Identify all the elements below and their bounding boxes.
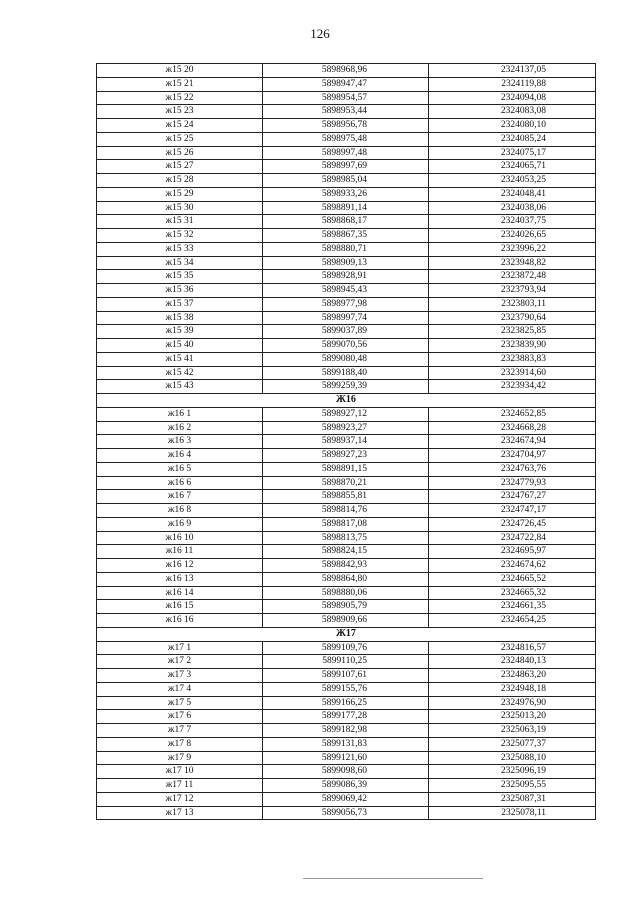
y-coordinate-cell: 2324763,76: [429, 462, 596, 476]
y-coordinate-cell: 2324665,52: [429, 572, 596, 586]
table-row: [97, 641, 596, 655]
point-id-cell: ж16 2: [97, 421, 263, 435]
x-coordinate-cell: 5899259,39: [263, 380, 429, 394]
point-id-cell: ж15 27: [97, 160, 263, 174]
point-id-cell: ж15 30: [97, 201, 263, 215]
y-coordinate-cell: 2324747,17: [429, 504, 596, 518]
table-row: [97, 229, 596, 243]
y-coordinate-cell: 2325087,31: [429, 792, 596, 806]
point-id-cell: ж16 14: [97, 586, 263, 600]
point-id-cell: ж15 21: [97, 77, 263, 91]
y-coordinate-cell: 2323793,94: [429, 284, 596, 298]
y-coordinate-cell: 2324053,25: [429, 174, 596, 188]
point-id-cell: ж17 11: [97, 779, 263, 793]
x-coordinate-cell: 5898975,48: [263, 132, 429, 146]
x-coordinate-cell: 5898842,93: [263, 559, 429, 573]
y-coordinate-cell: 2324048,41: [429, 187, 596, 201]
point-id-cell: ж15 35: [97, 270, 263, 284]
x-coordinate-cell: 5898909,66: [263, 614, 429, 628]
point-id-cell: ж15 28: [97, 174, 263, 188]
y-coordinate-cell: 2324767,27: [429, 490, 596, 504]
x-coordinate-cell: 5898977,98: [263, 297, 429, 311]
y-coordinate-cell: 2323790,64: [429, 311, 596, 325]
x-coordinate-cell: 5898867,35: [263, 229, 429, 243]
point-id-cell: ж15 33: [97, 242, 263, 256]
y-coordinate-cell: 2325013,20: [429, 710, 596, 724]
point-id-cell: ж17 5: [97, 696, 263, 710]
y-coordinate-cell: 2324722,84: [429, 531, 596, 545]
table-row: [97, 449, 596, 463]
table-row: [97, 119, 596, 133]
table-row: [97, 600, 596, 614]
x-coordinate-cell: 5898870,21: [263, 476, 429, 490]
table-row: [97, 215, 596, 229]
table-row: [97, 490, 596, 504]
x-coordinate-cell: 5898954,57: [263, 91, 429, 105]
point-id-cell: ж17 10: [97, 765, 263, 779]
y-coordinate-cell: 2324704,97: [429, 449, 596, 463]
y-coordinate-cell: 2324674,94: [429, 435, 596, 449]
y-coordinate-cell: 2324779,93: [429, 476, 596, 490]
x-coordinate-cell: 5898947,47: [263, 77, 429, 91]
table-row: [97, 242, 596, 256]
table-row: [97, 517, 596, 531]
x-coordinate-cell: 5899110,25: [263, 655, 429, 669]
point-id-cell: ж16 16: [97, 614, 263, 628]
table-row: [97, 64, 596, 78]
table-row: [97, 682, 596, 696]
y-coordinate-cell: 2323883,83: [429, 352, 596, 366]
x-coordinate-cell: 5898933,26: [263, 187, 429, 201]
x-coordinate-cell: 5899166,25: [263, 696, 429, 710]
y-coordinate-cell: 2323934,42: [429, 380, 596, 394]
x-coordinate-cell: 5898855,81: [263, 490, 429, 504]
table-row: [97, 545, 596, 559]
y-coordinate-cell: 2324075,17: [429, 146, 596, 160]
x-coordinate-cell: 5899086,39: [263, 779, 429, 793]
y-coordinate-cell: 2325088,10: [429, 751, 596, 765]
point-id-cell: ж17 8: [97, 737, 263, 751]
table-row: [97, 696, 596, 710]
point-id-cell: ж16 9: [97, 517, 263, 531]
x-coordinate-cell: 5898880,06: [263, 586, 429, 600]
table-row: [97, 380, 596, 394]
table-row: [97, 174, 596, 188]
y-coordinate-cell: 2324816,57: [429, 641, 596, 655]
table-row: [97, 187, 596, 201]
point-id-cell: ж15 38: [97, 311, 263, 325]
point-id-cell: ж15 20: [97, 64, 263, 78]
x-coordinate-cell: 5899177,28: [263, 710, 429, 724]
x-coordinate-cell: 5898997,69: [263, 160, 429, 174]
table-row: [97, 669, 596, 683]
x-coordinate-cell: 5898945,43: [263, 284, 429, 298]
table-row: [97, 779, 596, 793]
group-header-row: [97, 394, 596, 408]
y-coordinate-cell: 2324083,08: [429, 105, 596, 119]
point-id-cell: ж16 3: [97, 435, 263, 449]
point-id-cell: ж15 22: [97, 91, 263, 105]
x-coordinate-cell: 5898997,74: [263, 311, 429, 325]
y-coordinate-cell: 2323839,90: [429, 339, 596, 353]
point-id-cell: ж15 43: [97, 380, 263, 394]
x-coordinate-cell: 5898824,15: [263, 545, 429, 559]
x-coordinate-cell: 5898927,12: [263, 407, 429, 421]
y-coordinate-cell: 2324726,45: [429, 517, 596, 531]
y-coordinate-cell: 2324065,71: [429, 160, 596, 174]
point-id-cell: ж15 36: [97, 284, 263, 298]
point-id-cell: ж15 37: [97, 297, 263, 311]
point-id-cell: ж17 2: [97, 655, 263, 669]
y-coordinate-cell: 2323803,11: [429, 297, 596, 311]
table-row: [97, 270, 596, 284]
table-row: [97, 462, 596, 476]
table-row: [97, 806, 596, 820]
table-row: [97, 572, 596, 586]
point-id-cell: ж17 7: [97, 724, 263, 738]
y-coordinate-cell: 2324661,35: [429, 600, 596, 614]
point-id-cell: ж15 23: [97, 105, 263, 119]
table-row: [97, 160, 596, 174]
y-coordinate-cell: 2324137,05: [429, 64, 596, 78]
x-coordinate-cell: 5899121,60: [263, 751, 429, 765]
y-coordinate-cell: 2324080,10: [429, 119, 596, 133]
point-id-cell: ж17 1: [97, 641, 263, 655]
x-coordinate-cell: 5898953,44: [263, 105, 429, 119]
x-coordinate-cell: 5898817,08: [263, 517, 429, 531]
x-coordinate-cell: 5899109,76: [263, 641, 429, 655]
point-id-cell: ж17 4: [97, 682, 263, 696]
x-coordinate-cell: 5898891,14: [263, 201, 429, 215]
point-id-cell: ж17 13: [97, 806, 263, 820]
x-coordinate-cell: 5899155,76: [263, 682, 429, 696]
point-id-cell: ж17 6: [97, 710, 263, 724]
x-coordinate-cell: 5898905,79: [263, 600, 429, 614]
table-row: [97, 751, 596, 765]
table-row: [97, 407, 596, 421]
x-coordinate-cell: 5899107,61: [263, 669, 429, 683]
table-row: [97, 655, 596, 669]
point-id-cell: ж15 32: [97, 229, 263, 243]
y-coordinate-cell: 2325063,19: [429, 724, 596, 738]
point-id-cell: ж16 12: [97, 559, 263, 573]
table-row: [97, 339, 596, 353]
bottom-rule: [303, 878, 483, 879]
point-id-cell: ж15 26: [97, 146, 263, 160]
x-coordinate-cell: 5899070,56: [263, 339, 429, 353]
table-row: [97, 352, 596, 366]
group-header: Ж17: [97, 627, 596, 641]
x-coordinate-cell: 5898813,75: [263, 531, 429, 545]
coordinates-table-body: [97, 64, 596, 820]
y-coordinate-cell: 2325078,11: [429, 806, 596, 820]
y-coordinate-cell: 2324094,08: [429, 91, 596, 105]
x-coordinate-cell: 5898891,15: [263, 462, 429, 476]
point-id-cell: ж15 25: [97, 132, 263, 146]
page-number: 126: [310, 26, 330, 41]
x-coordinate-cell: 5898928,91: [263, 270, 429, 284]
y-coordinate-cell: 2324665,32: [429, 586, 596, 600]
point-id-cell: ж16 6: [97, 476, 263, 490]
y-coordinate-cell: 2324037,75: [429, 215, 596, 229]
y-coordinate-cell: 2324026,65: [429, 229, 596, 243]
table-row: [97, 201, 596, 215]
x-coordinate-cell: 5898814,76: [263, 504, 429, 518]
point-id-cell: ж15 24: [97, 119, 263, 133]
table-row: [97, 146, 596, 160]
table-row: [97, 91, 596, 105]
point-id-cell: ж16 11: [97, 545, 263, 559]
x-coordinate-cell: 5899037,89: [263, 325, 429, 339]
point-id-cell: ж16 5: [97, 462, 263, 476]
point-id-cell: ж15 34: [97, 256, 263, 270]
y-coordinate-cell: 2323825,85: [429, 325, 596, 339]
table-row: [97, 421, 596, 435]
table-row: [97, 586, 596, 600]
y-coordinate-cell: 2323914,60: [429, 366, 596, 380]
x-coordinate-cell: 5899080,48: [263, 352, 429, 366]
table-row: [97, 284, 596, 298]
table-row: [97, 325, 596, 339]
table-row: [97, 531, 596, 545]
y-coordinate-cell: 2323872,48: [429, 270, 596, 284]
table-row: [97, 297, 596, 311]
table-row: [97, 559, 596, 573]
point-id-cell: ж15 41: [97, 352, 263, 366]
y-coordinate-cell: 2324840,13: [429, 655, 596, 669]
table-row: [97, 132, 596, 146]
x-coordinate-cell: 5898956,78: [263, 119, 429, 133]
group-header: Ж16: [97, 394, 596, 408]
x-coordinate-cell: 5898923,27: [263, 421, 429, 435]
table-row: [97, 614, 596, 628]
x-coordinate-cell: 5899131,83: [263, 737, 429, 751]
point-id-cell: ж17 9: [97, 751, 263, 765]
x-coordinate-cell: 5898997,48: [263, 146, 429, 160]
y-coordinate-cell: 2324119,88: [429, 77, 596, 91]
point-id-cell: ж15 31: [97, 215, 263, 229]
table-row: [97, 710, 596, 724]
point-id-cell: ж17 3: [97, 669, 263, 683]
table-row: [97, 311, 596, 325]
x-coordinate-cell: 5899098,60: [263, 765, 429, 779]
point-id-cell: ж16 7: [97, 490, 263, 504]
x-coordinate-cell: 5898985,04: [263, 174, 429, 188]
point-id-cell: ж16 4: [97, 449, 263, 463]
y-coordinate-cell: 2324695,97: [429, 545, 596, 559]
point-id-cell: ж16 13: [97, 572, 263, 586]
y-coordinate-cell: 2324668,28: [429, 421, 596, 435]
point-id-cell: ж16 1: [97, 407, 263, 421]
table-row: [97, 765, 596, 779]
x-coordinate-cell: 5899182,98: [263, 724, 429, 738]
y-coordinate-cell: 2324652,85: [429, 407, 596, 421]
y-coordinate-cell: 2324654,25: [429, 614, 596, 628]
x-coordinate-cell: 5898927,23: [263, 449, 429, 463]
table-row: [97, 737, 596, 751]
y-coordinate-cell: 2323996,22: [429, 242, 596, 256]
x-coordinate-cell: 5898880,71: [263, 242, 429, 256]
point-id-cell: ж16 8: [97, 504, 263, 518]
table-row: [97, 256, 596, 270]
table-row: [97, 792, 596, 806]
table-row: [97, 504, 596, 518]
point-id-cell: ж16 10: [97, 531, 263, 545]
table-row: [97, 724, 596, 738]
y-coordinate-cell: 2324863,20: [429, 669, 596, 683]
point-id-cell: ж15 29: [97, 187, 263, 201]
table-row: [97, 105, 596, 119]
point-id-cell: ж15 42: [97, 366, 263, 380]
x-coordinate-cell: 5899056,73: [263, 806, 429, 820]
x-coordinate-cell: 5898937,14: [263, 435, 429, 449]
x-coordinate-cell: 5899069,42: [263, 792, 429, 806]
x-coordinate-cell: 5898868,17: [263, 215, 429, 229]
point-id-cell: ж16 15: [97, 600, 263, 614]
table-row: [97, 366, 596, 380]
coordinates-table: [96, 63, 596, 820]
point-id-cell: ж15 40: [97, 339, 263, 353]
table-row: [97, 476, 596, 490]
x-coordinate-cell: 5898968,96: [263, 64, 429, 78]
x-coordinate-cell: 5898864,80: [263, 572, 429, 586]
y-coordinate-cell: 2325096,19: [429, 765, 596, 779]
y-coordinate-cell: 2324674,62: [429, 559, 596, 573]
y-coordinate-cell: 2324085,24: [429, 132, 596, 146]
point-id-cell: ж15 39: [97, 325, 263, 339]
y-coordinate-cell: 2324948,18: [429, 682, 596, 696]
y-coordinate-cell: 2324038,06: [429, 201, 596, 215]
x-coordinate-cell: 5899188,40: [263, 366, 429, 380]
table-row: [97, 435, 596, 449]
y-coordinate-cell: 2323948,82: [429, 256, 596, 270]
y-coordinate-cell: 2325077,37: [429, 737, 596, 751]
table-row: [97, 77, 596, 91]
y-coordinate-cell: 2324976,90: [429, 696, 596, 710]
point-id-cell: ж17 12: [97, 792, 263, 806]
group-header-row: [97, 627, 596, 641]
x-coordinate-cell: 5898909,13: [263, 256, 429, 270]
y-coordinate-cell: 2325095,55: [429, 779, 596, 793]
